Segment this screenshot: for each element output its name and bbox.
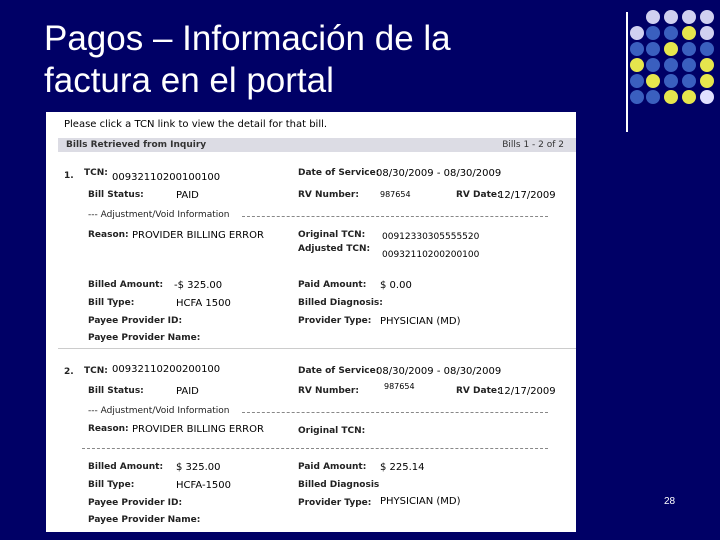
bill-status-label: Bill Status: <box>88 386 144 396</box>
rv-number-value: 987654 <box>384 382 415 391</box>
original-tcn-value: 00912330305555520 <box>382 232 480 242</box>
dot-icon <box>682 90 696 104</box>
dot-icon <box>646 58 660 72</box>
dot-icon <box>646 26 660 40</box>
original-tcn-label: Original TCN: <box>298 230 366 240</box>
dot-icon <box>664 58 678 72</box>
section-rule <box>242 412 548 413</box>
results-header <box>58 138 576 152</box>
tcn-label: TCN: <box>84 168 108 178</box>
dot-icon <box>630 90 644 104</box>
bill-status-label: Bill Status: <box>88 190 144 200</box>
decorative-divider <box>626 12 628 132</box>
provider-type-value: PHYSICIAN (MD) <box>380 316 461 327</box>
results-count: Bills 1 - 2 of 2 <box>502 140 564 150</box>
dot-icon <box>700 26 714 40</box>
payee-provider-name-label: Payee Provider Name: <box>88 515 201 525</box>
record-divider <box>58 348 576 349</box>
reason-label: Reason: <box>88 424 129 434</box>
slide-title-line-2: factura en el portal <box>44 61 334 100</box>
dot-icon <box>682 74 696 88</box>
dot-icon <box>664 90 678 104</box>
dot-icon <box>630 58 644 72</box>
bill-type-label: Bill Type: <box>88 480 135 490</box>
billed-diagnosis-label: Billed Diagnosis: <box>298 298 383 308</box>
bill-type-label: Bill Type: <box>88 298 135 308</box>
bill-type-value: HCFA-1500 <box>176 480 232 491</box>
rv-number-label: RV Number: <box>298 386 359 396</box>
payee-provider-id-label: Payee Provider ID: <box>88 316 183 326</box>
rv-date-value: 12/17/2009 <box>498 386 556 397</box>
bill-status-value: PAID <box>176 190 199 201</box>
dot-icon <box>664 42 678 56</box>
dot-icon <box>682 26 696 40</box>
dos-label: Date of Service: <box>298 366 380 376</box>
dot-icon <box>700 90 714 104</box>
results-title: Bills Retrieved from Inquiry <box>66 140 207 150</box>
dot-icon <box>664 74 678 88</box>
dot-icon <box>682 10 696 24</box>
dot-icon <box>630 74 644 88</box>
bill-number: 1. <box>64 171 74 181</box>
reason-value: PROVIDER BILLING ERROR <box>132 424 264 435</box>
dos-value: 08/30/2009 - 08/30/2009 <box>376 366 502 377</box>
adjusted-tcn-label: Adjusted TCN: <box>298 244 371 254</box>
dot-icon <box>664 26 678 40</box>
reason-value: PROVIDER BILLING ERROR <box>132 230 264 241</box>
dos-label: Date of Service: <box>298 168 380 178</box>
bill-status-value: PAID <box>176 386 199 397</box>
adjusted-tcn-value: 00932110200200100 <box>382 250 480 260</box>
dot-icon <box>646 10 660 24</box>
dot-icon <box>664 10 678 24</box>
provider-type-label: Provider Type: <box>298 316 372 326</box>
page-number: 28 <box>664 496 676 507</box>
billed-amount-label: Billed Amount: <box>88 462 164 472</box>
payee-provider-id-label: Payee Provider ID: <box>88 498 183 508</box>
decorative-dot-grid <box>636 8 720 112</box>
section-rule <box>242 216 548 217</box>
bill-number: 2. <box>64 367 74 377</box>
dot-icon <box>630 26 644 40</box>
dot-icon <box>700 74 714 88</box>
paid-amount-value: $ 0.00 <box>380 280 412 291</box>
provider-type-value: PHYSICIAN (MD) <box>380 496 461 507</box>
dos-value: 08/30/2009 - 08/30/2009 <box>376 168 502 179</box>
reason-label: Reason: <box>88 230 129 240</box>
portal-screenshot <box>46 112 576 532</box>
dot-icon <box>682 58 696 72</box>
dot-icon <box>700 42 714 56</box>
slide-title <box>44 18 604 102</box>
payee-provider-name-label: Payee Provider Name: <box>88 333 201 343</box>
rv-number-value: 987654 <box>380 190 411 199</box>
paid-amount-label: Paid Amount: <box>298 462 367 472</box>
billed-amount-value: -$ 325.00 <box>174 280 223 291</box>
slide-title-line-1: Pagos – Información de la <box>44 19 451 58</box>
provider-type-label: Provider Type: <box>298 498 372 508</box>
dot-icon <box>630 42 644 56</box>
rv-date-value: 12/17/2009 <box>498 190 556 201</box>
dot-icon <box>700 10 714 24</box>
dot-icon <box>646 74 660 88</box>
rv-date-label: RV Date: <box>456 386 501 396</box>
dot-icon <box>646 42 660 56</box>
section-rule <box>82 448 548 449</box>
dot-icon <box>646 90 660 104</box>
rv-number-label: RV Number: <box>298 190 359 200</box>
adjustment-void-heading: --- Adjustment/Void Information <box>88 406 230 416</box>
portal-instructions: Please click a TCN link to view the detail for that bill. <box>64 119 328 130</box>
bill-type-value: HCFA 1500 <box>176 298 231 309</box>
paid-amount-label: Paid Amount: <box>298 280 367 290</box>
billed-amount-label: Billed Amount: <box>88 280 164 290</box>
dot-icon <box>700 58 714 72</box>
tcn-link[interactable]: 00932110200200100 <box>112 364 221 375</box>
adjustment-void-heading: --- Adjustment/Void Information <box>88 210 230 220</box>
billed-diagnosis-label: Billed Diagnosis <box>298 480 380 490</box>
paid-amount-value: $ 225.14 <box>380 462 425 473</box>
tcn-label: TCN: <box>84 366 108 376</box>
original-tcn-label: Original TCN: <box>298 426 366 436</box>
rv-date-label: RV Date: <box>456 190 501 200</box>
tcn-link[interactable]: 00932110200100100 <box>112 172 221 183</box>
dot-icon <box>682 42 696 56</box>
billed-amount-value: $ 325.00 <box>176 462 221 473</box>
